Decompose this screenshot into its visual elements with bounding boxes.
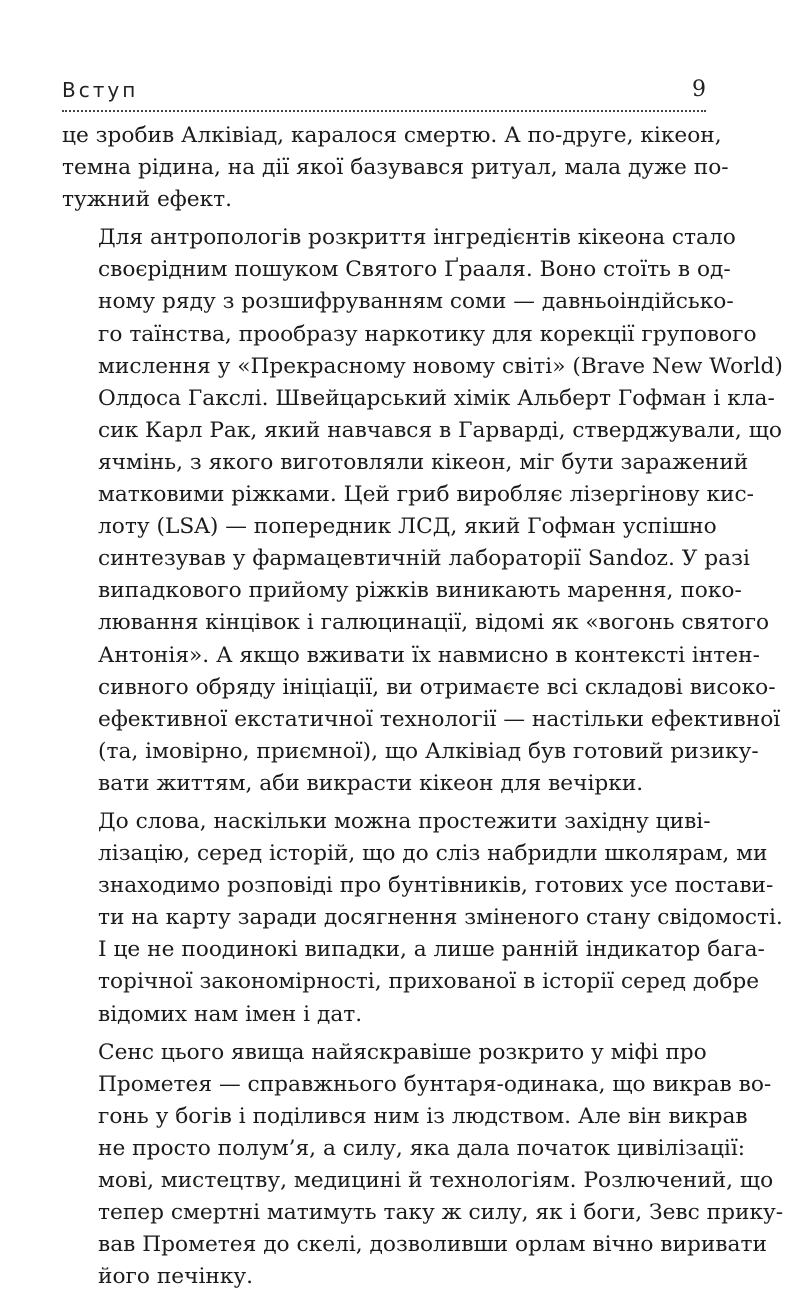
text-line: мові, мистецтву, медицині й технологіям. Розлючений, що: [98, 1168, 774, 1193]
paragraph: [62, 1037, 784, 1293]
text-line: Сенс цього явища найяскравіше розкрито у міфі про: [98, 1039, 707, 1065]
text-line: лоту (LSA) — попередник ЛСД, який Гофман успішно: [98, 514, 717, 540]
paragraph: [62, 120, 729, 216]
text-line: торічної закономірності, прихованої в історії серед добре: [98, 969, 760, 995]
text-line: лювання кінцівок і галюцинації, відомі як «вогонь святого: [98, 610, 770, 636]
text-line: темна рідина, на дії якої базувався ритуал, мала дуже по-: [62, 155, 729, 181]
text-line: Прометея — справжнього бунтаря-одинака, що викрав во-: [98, 1071, 772, 1097]
text-line: знаходимо розповіді про бунтівників, готових усе постави-: [98, 873, 774, 899]
text-line: Для антропологів розкриття інгредієнтів кікеона стало: [98, 225, 736, 251]
paragraph: [62, 222, 783, 800]
text-line: ти на карту заради досягнення зміненого стану свідомості.: [98, 905, 783, 931]
text-line: І це не поодинокі випадки, а лише ранній індикатор бага-: [98, 937, 765, 963]
page-header: [62, 70, 706, 112]
text-line: Антонія». А якщо вживати їх навмисно в контексті інтен-: [98, 642, 760, 668]
text-line: вав Прометея до скелі, дозволивши орлам вічно виривати: [98, 1232, 767, 1258]
text-line: ному ряду з розшифруванням соми — давньоіндійсько-: [98, 289, 734, 315]
text-line: це зробив Алківіад, каралося смертю. А по-друге, кікеон,: [62, 123, 722, 148]
page-number: 9: [692, 77, 706, 102]
text-line: сик Карл Рак, який навчався в Гарварді, стверджували, що: [98, 417, 782, 443]
running-head: Вступ: [62, 78, 139, 102]
text-line: його печінку.: [98, 1264, 254, 1290]
text-line: тепер смертні матимуть таку ж силу, як і боги, Зевс прику-: [98, 1200, 784, 1226]
text-line: лізацію, серед історій, що до сліз набридли школярам, ми: [98, 841, 768, 867]
text-line: До слова, наскільки можна простежити західну циві-: [98, 808, 711, 834]
text-line: вати життям, аби викрасти кікеон для вечірки.: [98, 770, 644, 796]
text-line: гонь у богів і поділився ним із людством. Але він викрав: [98, 1103, 748, 1129]
paragraph: [62, 806, 783, 1031]
body-text: [62, 120, 784, 1293]
text-line: ячмінь, з якого виготовляли кікеон, міг бути заражений: [98, 449, 749, 475]
text-line: матковими ріжками. Цей гриб виробляє лізергінову кис-: [98, 482, 754, 508]
text-line: сивного обряду ініціації, ви отримаєте всі складові високо-: [98, 674, 776, 700]
text-line: го таїнства, прообразу наркотику для корекції групового: [98, 321, 757, 347]
text-line: відомих нам імен і дат.: [98, 1001, 363, 1027]
text-line: не просто полум’я, а силу, яка дала початок цивілізації:: [98, 1135, 746, 1161]
text-line: тужний ефект.: [62, 187, 233, 213]
text-line: своєрідним пошуком Святого Ґрааля. Воно стоїть в од-: [98, 257, 731, 283]
text-line: ефективної екстатичної технології — настільки ефективної: [98, 706, 781, 732]
text-line: (та, імовірно, приємної), що Алківіад був готовий ризику-: [98, 738, 759, 764]
text-line: випадкового прийому ріжків виникають марення, поко-: [98, 578, 742, 604]
text-line: мислення у «Прекрасному новому світі» (Brave New World): [98, 353, 783, 379]
text-line: синтезував у фармацевтичній лабораторії Sandoz. У разі: [98, 546, 750, 572]
text-line: Олдоса Гакслі. Швейцарський хімік Альберт Гофман і кла-: [98, 385, 775, 411]
